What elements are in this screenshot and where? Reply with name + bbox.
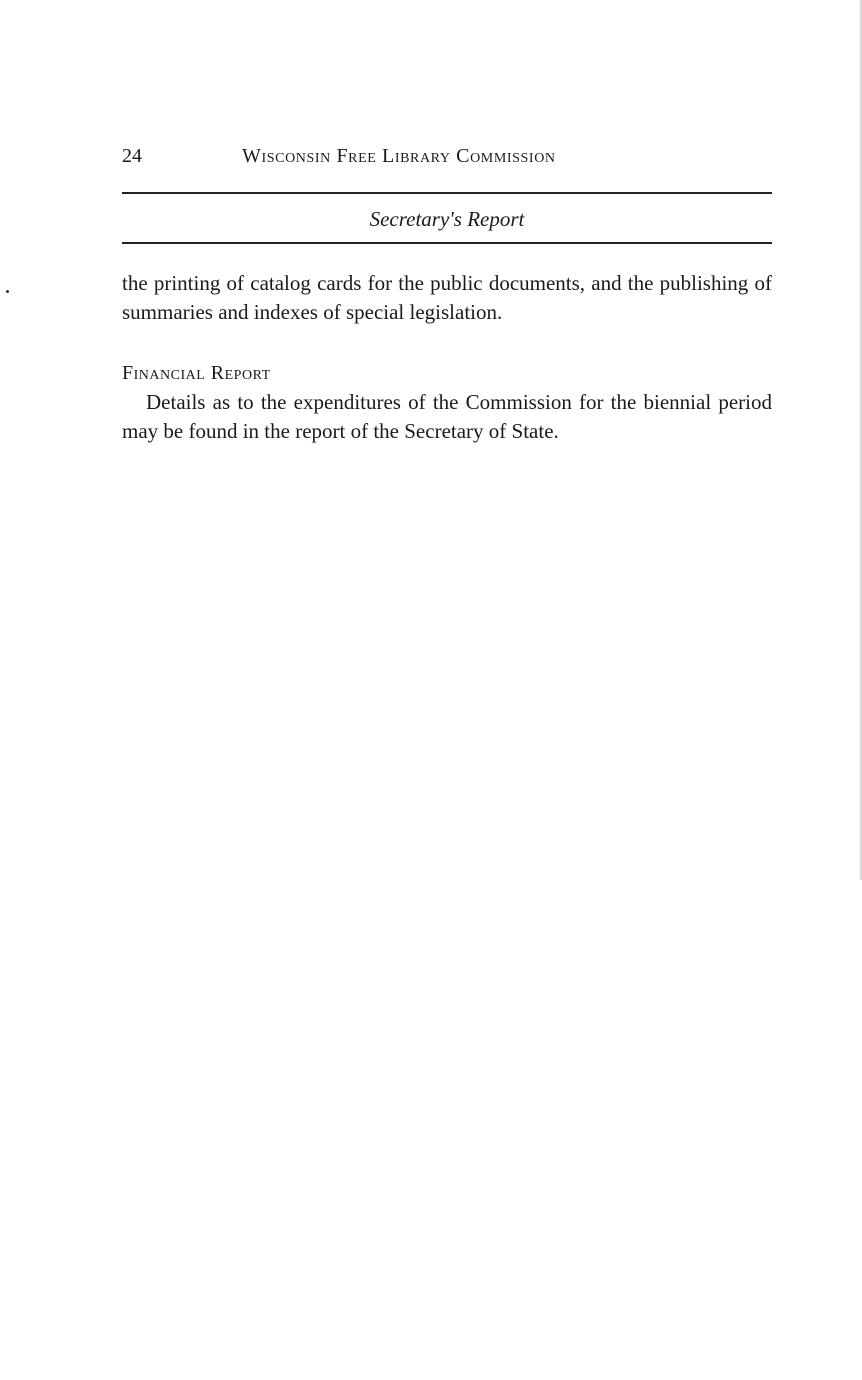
- scan-speck: [6, 290, 9, 293]
- header-rule-top: [122, 192, 772, 194]
- financial-report-heading: Financial Report: [122, 362, 271, 384]
- body-paragraph: the printing of catalog cards for the public documents, and the publishing of summaries and indexes of special legislation.: [122, 271, 772, 324]
- financial-report-paragraph: Details as to the expenditures of the Commission for the biennial period may be found in the report of the Secretary of State.: [122, 390, 772, 443]
- page-number: 24: [122, 145, 142, 167]
- section-heading: Secretary's Report: [369, 207, 525, 231]
- header-rule-bottom: [122, 242, 772, 244]
- running-title: Wisconsin Free Library Commission: [242, 145, 556, 167]
- running-header: [122, 142, 772, 170]
